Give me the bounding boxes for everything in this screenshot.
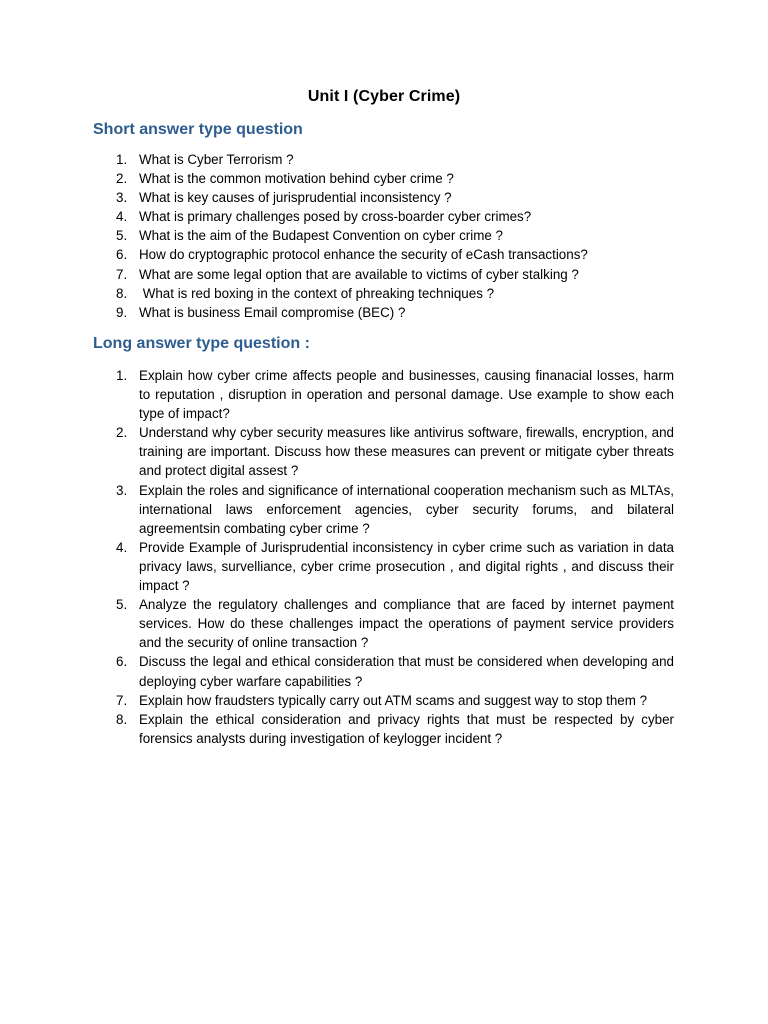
question-text: Understand why cyber security measures like antivirus software, firewalls, encryption, and training are important. Discuss how these measures can prevent or mitigate cyber threats and protect digital assest ?: [139, 425, 674, 479]
question-text: What is business Email compromise (BEC) ?: [139, 304, 406, 320]
short-question-item: [110, 226, 674, 245]
long-question-item: [110, 423, 674, 480]
question-number: 5.: [116, 228, 128, 244]
long-question-item: [110, 652, 674, 690]
question-text: What is the aim of the Budapest Convention on cyber crime ?: [139, 228, 503, 244]
question-text: How do cryptographic protocol enhance the security of eCash transactions?: [139, 247, 588, 263]
long-question-item: [110, 481, 674, 538]
short-question-item: [110, 284, 674, 303]
question-number: 1.: [116, 152, 128, 167]
question-text: What is red boxing in the context of phreaking techniques ?: [139, 285, 495, 301]
question-text: What is the common motivation behind cyber crime ?: [139, 171, 454, 187]
question-number: 5.: [116, 597, 128, 613]
question-text: Explain how cyber crime affects people and businesses, causing finanacial losses, harm to reputation , disruption in operation and personal damage. Use example to show each type of impact?: [139, 368, 674, 422]
question-number: 2.: [116, 171, 128, 187]
question-number: 3.: [116, 482, 128, 498]
page-title: Unit I (Cyber Crime): [307, 88, 461, 105]
long-question-list: [110, 366, 674, 748]
long-answer-heading: Long answer type question :: [93, 335, 310, 352]
question-text: What is key causes of jurisprudential inconsistency ?: [139, 190, 452, 206]
question-number: 7.: [116, 692, 128, 708]
question-number: 4.: [116, 209, 128, 225]
short-question-item: [110, 150, 674, 169]
long-question-item: [110, 595, 674, 652]
long-question-item: [110, 366, 674, 423]
question-text: Explain the ethical consideration and privacy rights that must be respected by cyber forensics analysts during investigation of keylogger incident ?: [139, 711, 674, 746]
question-text: What is primary challenges posed by cross-boarder cyber crimes?: [139, 209, 532, 225]
short-question-item: [110, 265, 674, 284]
question-number: 6.: [116, 247, 128, 263]
question-number: 9.: [116, 304, 128, 320]
question-number: 8.: [116, 711, 128, 727]
question-text: Explain the roles and significance of international cooperation mechanism such as MLTAs, international laws enforcement agencies, cyber security forums, and bilateral agreementsin combating cyber crime ?: [139, 482, 674, 536]
short-question-item: [110, 245, 674, 264]
long-question-item: [110, 538, 674, 595]
question-number: 1.: [116, 368, 128, 383]
question-text: Explain how fraudsters typically carry out ATM scams and suggest way to stop them ?: [139, 692, 648, 708]
question-number: 7.: [116, 266, 128, 282]
short-question-item: [110, 169, 674, 188]
question-number: 8.: [116, 285, 128, 301]
question-text: Analyze the regulatory challenges and compliance that are faced by internet payment services. How do these challenges impact the operations of payment service providers and the security of online transaction ?: [139, 597, 674, 651]
question-text: What are some legal option that are available to victims of cyber stalking ?: [139, 266, 579, 282]
question-number: 3.: [116, 190, 128, 206]
question-text: Provide Example of Jurisprudential inconsistency in cyber crime such as variation in data privacy laws, survelliance, cyber crime prosecution , and digital rights , and discuss their impact ?: [139, 539, 674, 594]
long-question-item: [110, 691, 674, 710]
short-question-item: [110, 303, 674, 322]
short-answer-heading: Short answer type question: [93, 121, 303, 138]
question-text: Discuss the legal and ethical consideration that must be considered when developing and deploying cyber warfare capabilities ?: [139, 654, 674, 689]
short-question-list: [110, 150, 674, 322]
short-question-item: [110, 207, 674, 226]
question-number: 4.: [116, 539, 128, 555]
question-number: 2.: [116, 425, 128, 441]
question-text: What is Cyber Terrorism ?: [139, 152, 294, 167]
question-number: 6.: [116, 654, 128, 670]
short-question-item: [110, 188, 674, 207]
long-question-item: [110, 710, 674, 748]
